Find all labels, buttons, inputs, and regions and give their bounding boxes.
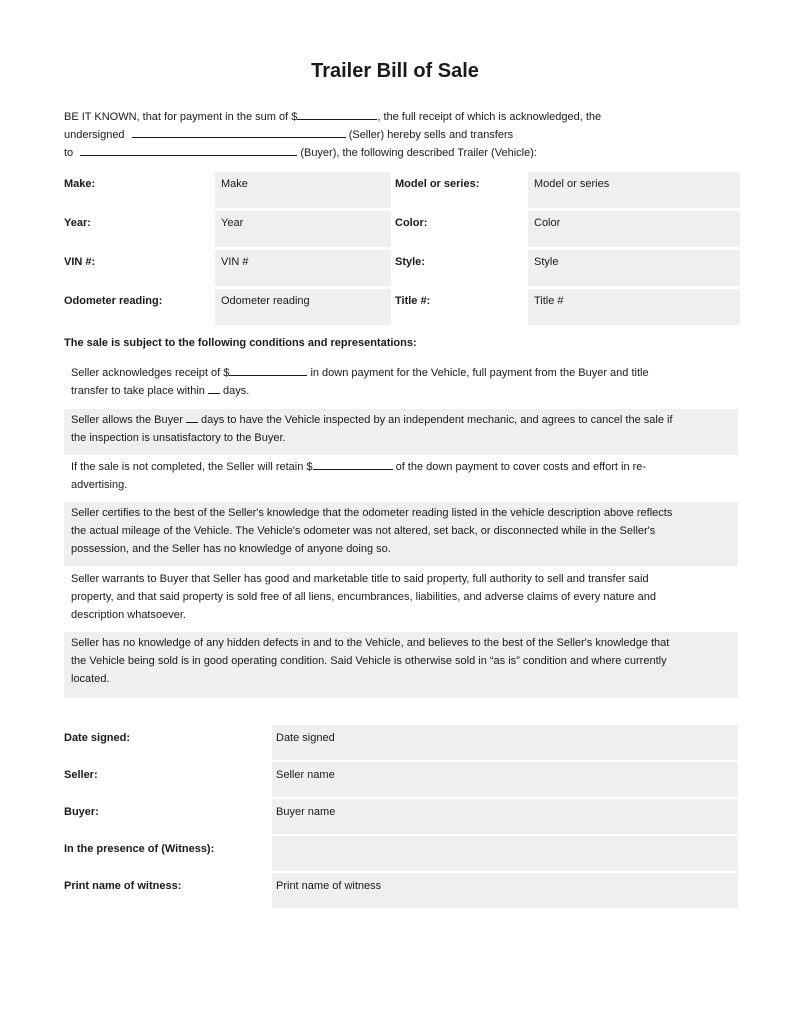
field-label: Style: [395, 256, 425, 268]
intro-text: undersigned [64, 129, 125, 141]
vehicle-row [64, 172, 740, 208]
condition-down-payment [64, 362, 738, 404]
intro-line-3 [64, 144, 537, 162]
field-label: Color: [395, 217, 428, 229]
condition-text: property, and that said property is sold free of all liens, encumbrances, liabilities, and adverse claims of every nature and [71, 591, 656, 603]
vin-field[interactable]: VIN # [215, 250, 391, 286]
condition-odometer [64, 502, 738, 566]
intro-text: to [64, 147, 74, 159]
intro-line-1 [64, 108, 601, 126]
payment-amount-blank[interactable] [297, 108, 377, 120]
field-label: VIN #: [64, 256, 96, 268]
condition-text: possession, and the Seller has no knowledge of anyone doing so. [71, 543, 391, 555]
inspection-days-blank[interactable] [186, 411, 198, 423]
field-label: In the presence of (Witness): [64, 843, 215, 855]
intro-text: (Buyer), the following described Trailer (Vehicle): [300, 147, 537, 159]
signature-row [64, 836, 738, 871]
year-field[interactable]: Year [215, 211, 391, 247]
field-label: Make: [64, 178, 96, 190]
odometer-field[interactable]: Odometer reading [215, 289, 391, 325]
condition-title-warranty [64, 568, 738, 628]
condition-retain [64, 456, 738, 498]
condition-text: days. [223, 385, 250, 397]
condition-inspection [64, 409, 738, 455]
witness-signature-field[interactable] [272, 836, 738, 871]
field-label: Print name of witness: [64, 880, 182, 892]
condition-text: of the down payment to cover costs and effort in re- [395, 461, 647, 473]
intro-text: , the full receipt of which is acknowledged, the [377, 111, 602, 123]
condition-as-is [64, 632, 738, 698]
condition-text: transfer to take place within [71, 385, 205, 397]
buyer-name-blank[interactable] [80, 144, 297, 156]
field-label: Date signed: [64, 732, 131, 744]
condition-text: in down payment for the Vehicle, full payment from the Buyer and title [310, 367, 649, 379]
down-payment-blank[interactable] [229, 364, 307, 376]
field-label: Seller: [64, 769, 98, 781]
condition-text: advertising. [71, 479, 128, 491]
condition-text: description whatsoever. [71, 609, 186, 621]
signature-row [64, 873, 738, 908]
condition-text: Seller acknowledges receipt of $ [71, 367, 230, 379]
color-field[interactable]: Color [528, 211, 740, 247]
signature-table [64, 725, 738, 910]
seller-name-blank[interactable] [132, 126, 346, 138]
condition-text: Seller certifies to the best of the Seller's knowledge that the odometer reading listed in the vehicle description above reflects [71, 507, 673, 519]
condition-text: the inspection is unsatisfactory to the Buyer. [71, 432, 286, 444]
buyer-name-field[interactable]: Buyer name [272, 799, 738, 834]
witness-name-field[interactable]: Print name of witness [272, 873, 738, 908]
intro-text: (Seller) hereby sells and transfers [348, 129, 514, 141]
signature-row [64, 799, 738, 834]
model-field[interactable]: Model or series [528, 172, 740, 208]
intro-line-2 [64, 126, 513, 144]
condition-text: Seller warrants to Buyer that Seller has good and marketable title to said property, full authority to sell and transfer said [71, 573, 649, 585]
vehicle-row [64, 250, 740, 286]
vehicle-table [64, 172, 740, 328]
intro-text: BE IT KNOWN, that for payment in the sum of $ [64, 111, 298, 123]
style-field[interactable]: Style [528, 250, 740, 286]
transfer-days-blank[interactable] [208, 382, 220, 394]
condition-text: Seller has no knowledge of any hidden defects in and to the Vehicle, and believes to the best of the Seller's knowledge that [71, 637, 670, 649]
make-field[interactable]: Make [215, 172, 391, 208]
vehicle-row [64, 289, 740, 325]
retain-amount-blank[interactable] [313, 458, 393, 470]
date-signed-field[interactable]: Date signed [272, 725, 738, 760]
field-label: Odometer reading: [64, 295, 163, 307]
condition-text: If the sale is not completed, the Seller will retain $ [71, 461, 313, 473]
signature-row [64, 725, 738, 760]
condition-text: Seller allows the Buyer [71, 414, 183, 426]
condition-text: the Vehicle being sold is in good operating condition. Said Vehicle is otherwise sold in “as is” condition and where currently [71, 655, 667, 667]
title-number-field[interactable]: Title # [528, 289, 740, 325]
field-label: Model or series: [395, 178, 480, 190]
field-label: Title #: [395, 295, 431, 307]
field-label: Buyer: [64, 806, 99, 818]
condition-text: the actual mileage of the Vehicle. The Vehicle's odometer was not altered, set back, or disconnected while in the Seller's [71, 525, 656, 537]
condition-text: located. [71, 673, 110, 685]
field-label: Year: [64, 217, 91, 229]
document-title: Trailer Bill of Sale [311, 60, 479, 82]
vehicle-row [64, 211, 740, 247]
seller-name-field[interactable]: Seller name [272, 762, 738, 797]
conditions-heading: The sale is subject to the following conditions and representations: [64, 337, 417, 349]
signature-row [64, 762, 738, 797]
condition-text: days to have the Vehicle inspected by an independent mechanic, and agrees to cancel the sale if [201, 414, 673, 426]
